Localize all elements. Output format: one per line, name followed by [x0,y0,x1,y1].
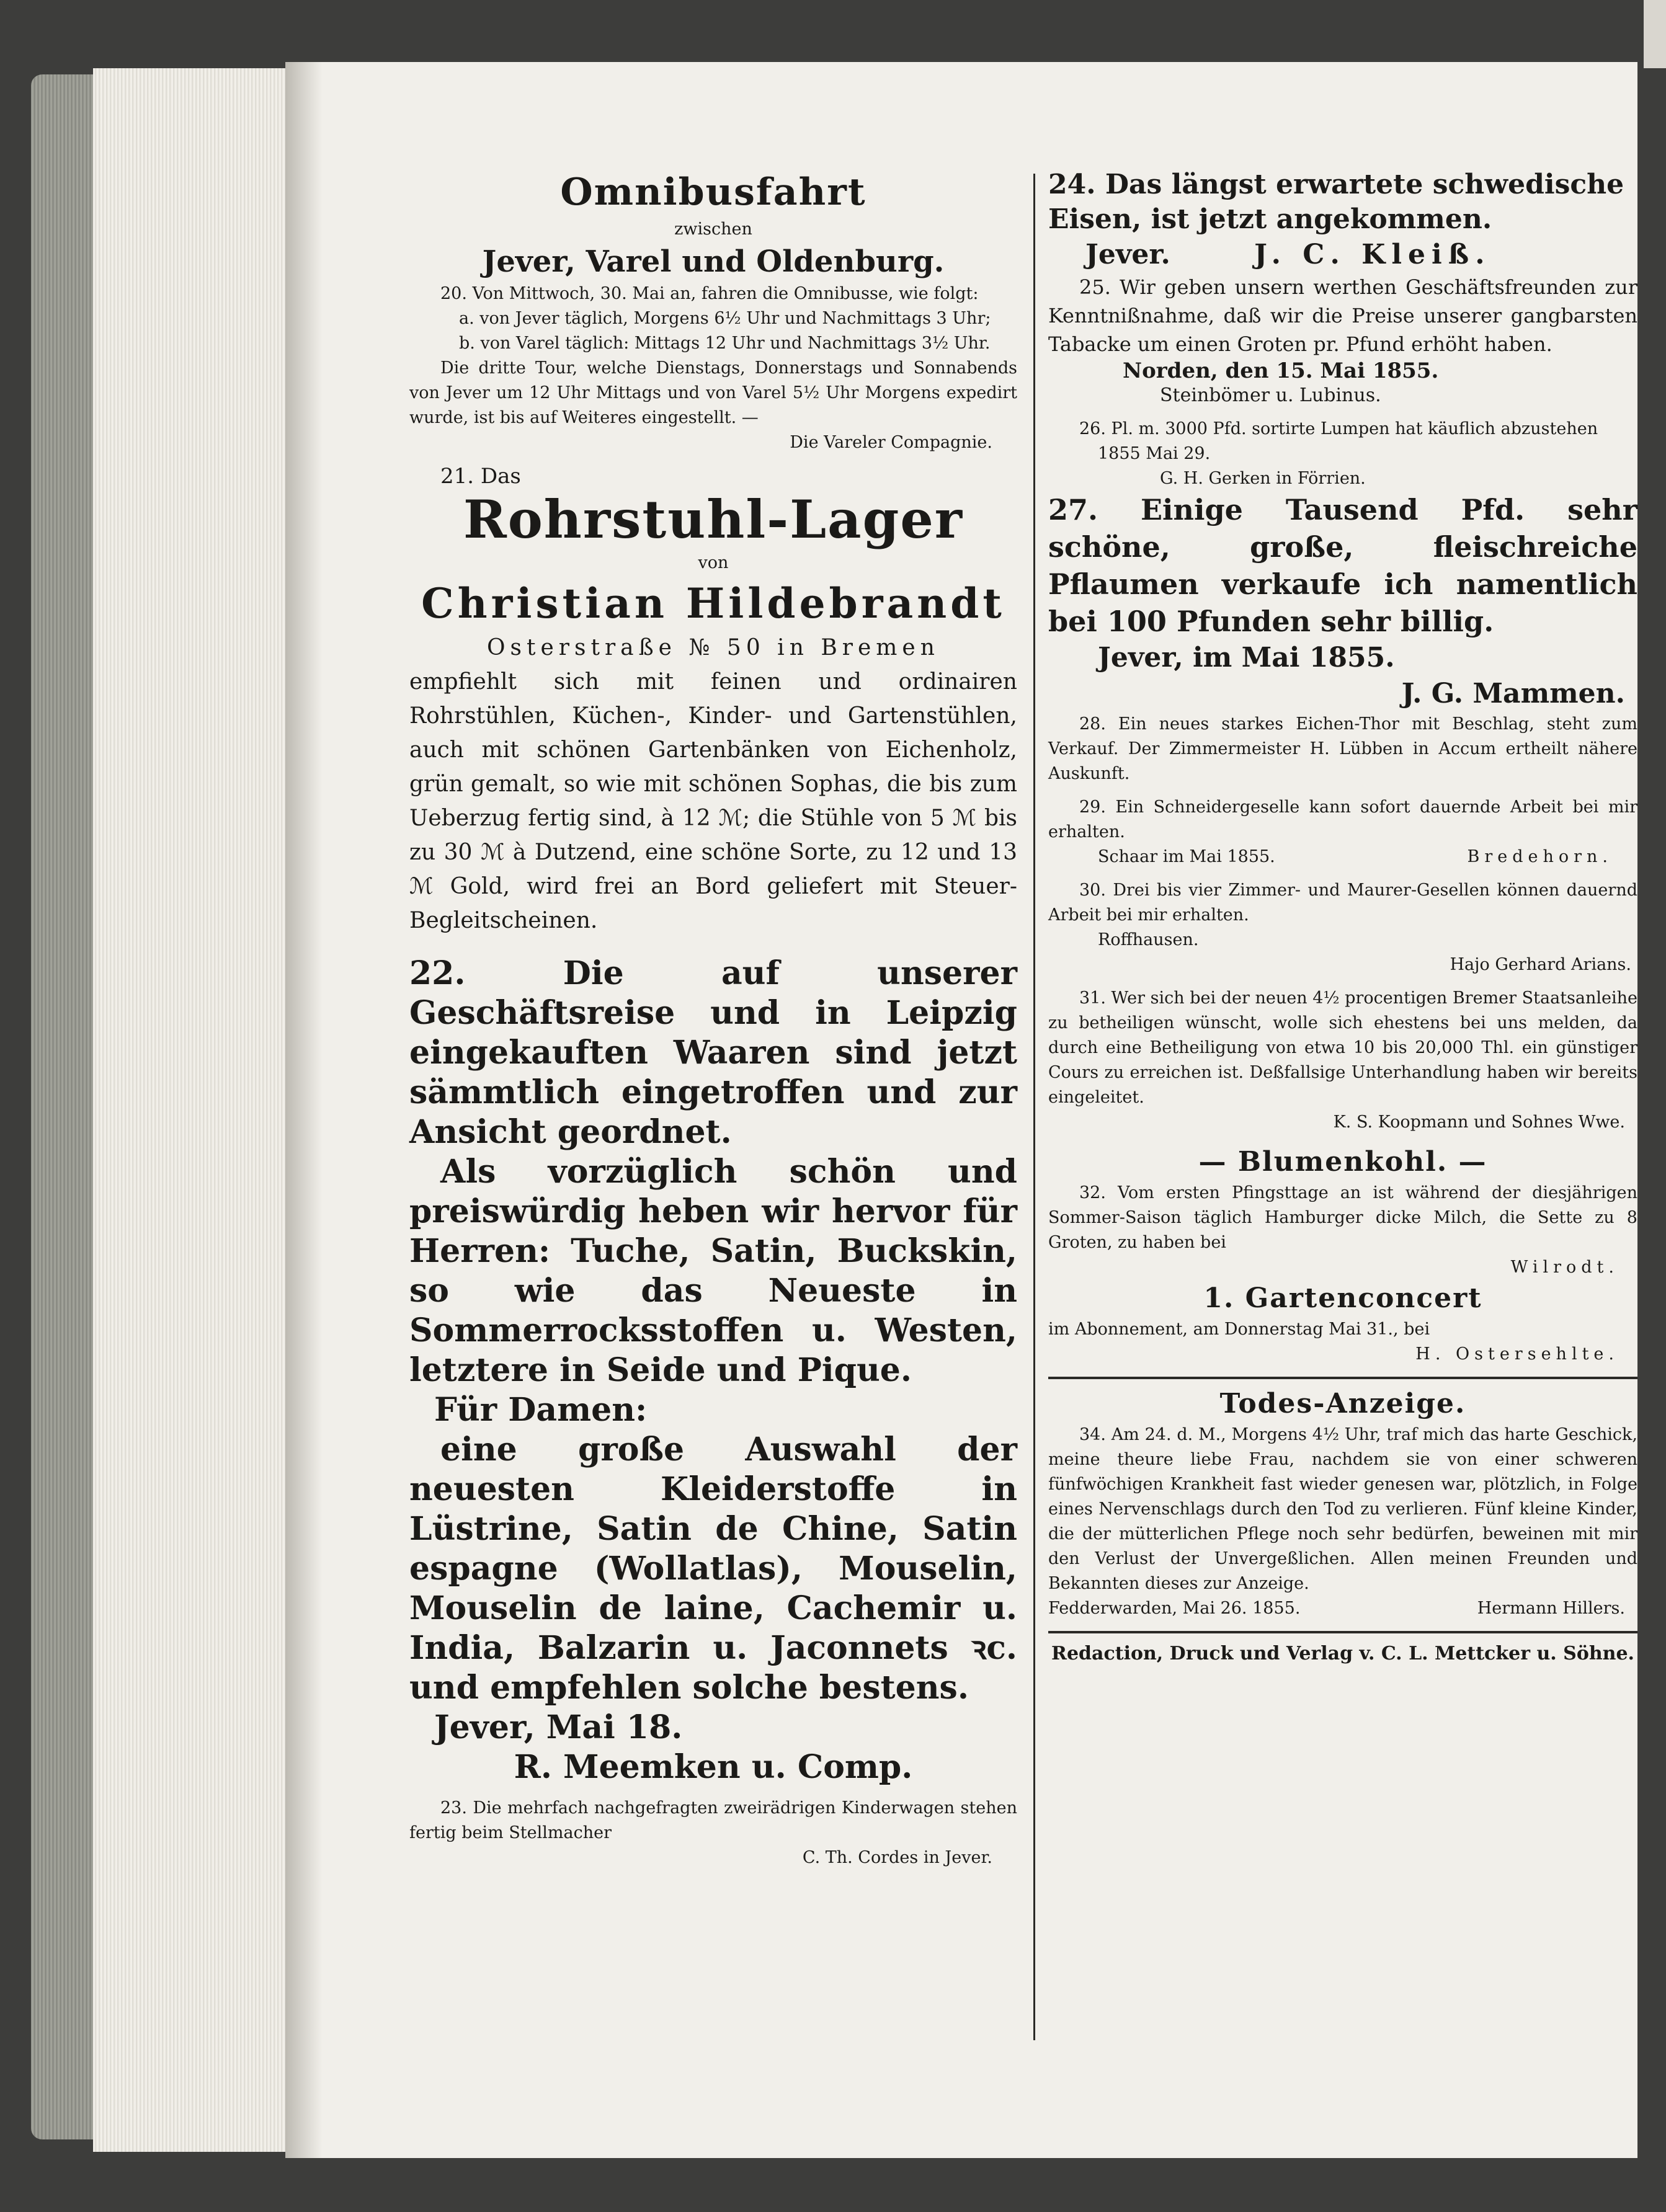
ad-21-body: empfiehlt sich mit feinen und ordinairen Rohrstühlen, Küchen-, Kinder- und Gartenstühlen, auch mit schönen Gartenbänken von Eichenholz, grün gemalt, so wie mit schönen Sophas, die bis zum Ueberzug fertig sind, à 12 ℳ; die Stühle von 5 ℳ bis zu 30 ℳ à Dutzend, eine schöne Sorte, zu 12 und 13 ℳ Gold, wird frei an Bord geliefert mit Steuer-Begleitscheinen. [409,669,1017,933]
ad-31-text: 31. Wer sich bei der neuen 4½ procentigen Bremer Staatsanleihe zu betheiligen wünscht, wolle sich ehestens bei uns melden, da durch eine Betheiligung von etwa 10 bis 20,000 Thl. ein günstiger Cours zu erreichen ist. Deßfallsige Unterhandlung haben wir bereits eingeleitet. [1048,988,1637,1107]
gartenconcert-signature: H. Ostersehlte. [1415,1344,1619,1364]
ad-26-text: 26. Pl. m. 3000 Pfd. sortirte Lumpen hat käuflich abzustehen [1079,419,1598,438]
ad-25-date: Norden, den 15. Mai 1855. [1123,358,1439,383]
page-stack-edges [93,68,298,2152]
ad-32-text: 32. Vom ersten Pfingsttage an ist während der diesjährigen Sommer-Saison täglich Hamburger dicke Milch, die Sette zu 8 Groten, zu haben bei [1048,1183,1637,1252]
right-column [1048,167,1637,1668]
ad-20-third-tour: Die dritte Tour, welche Dienstags, Donnerstags und Sonnabends von Jever um 12 Uhr Mittags und von Varel 5½ Uhr Morgens expedirt wurde, ist bis auf Weiteres eingestellt. — [409,358,1017,427]
ad-29-footer [1048,845,1637,869]
ad-25-text: 25. Wir geben unsern werthen Geschäftsfreunden zur Kenntnißnahme, daß wir die Preise unserer gangbarsten Tabacke um einen Groten pr. Pfund erhöht haben. [1048,275,1637,356]
ad-34-signature: Hermann Hillers. [1477,1599,1625,1618]
ad-22-damen-heading: Für Damen: [434,1391,648,1429]
ad-23-signature: C. Th. Cordes in Jever. [802,1848,992,1867]
gartenconcert-heading: 1. Gartenconcert [1203,1282,1482,1314]
ad-20-text: 20. Von Mittwoch, 30. Mai an, fahren die Omnibusse, wie folgt: [440,284,979,303]
ad-26-date: 1855 Mai 29. [1098,444,1211,463]
ad-24-signature: J. C. Kleiß. [1254,239,1491,270]
ad-20-schedule-b: b. von Varel täglich: Mittags 12 Uhr und Nachmittags 3½ Uhr. [459,334,991,353]
publisher-footer: Redaction, Druck und Verlag v. C. L. Mettcker u. Söhne. [1051,1643,1634,1664]
ad-21-number: 21. Das [440,464,521,489]
ad-20-schedule-a: a. von Jever täglich, Morgens 6½ Uhr und Nachmittags 3 Uhr; [459,309,991,328]
rohrstuhl-lager-heading: Rohrstuhl-Lager [463,489,964,550]
ad-30-signature: Hajo Gerhard Arians. [1450,955,1631,974]
ad-20-signature: Die Vareler Compagnie. [790,433,992,452]
ad-26-signature: G. H. Gerken in Förrien. [1160,469,1366,488]
ad-24-place: Jever. [1085,239,1170,270]
ad-24-footer [1048,237,1637,273]
ad-22-damen: eine große Auswahl der neuesten Kleiderstoffe in Lüstrine, Satin de Chine, Satin espagne (Wollatlas), Mouselin, Mouselin de laine, Cachemir u. India, Balzarin u. Jaconnets ꝛc. und empfehlen solche bestens. [409,1431,1017,1707]
ad-24-text: 24. Das längst erwartete schwedische Eisen, ist jetzt angekommen. [1048,169,1624,235]
scan-corner [1644,0,1666,68]
ad-21-address: Osterstraße № 50 in Bremen [487,635,940,660]
ad-25-signature: Steinbömer u. Lubinus. [1160,384,1381,406]
ad-22-herren: Als vorzüglich schön und preiswürdig heben wir hervor für Herren: Tuche, Satin, Buckskin, so wie das Neueste in Sommerrocksstoffen u. Westen, letztere in Seide und Pique. [409,1153,1017,1389]
blumenkohl-heading: — Blumenkohl. — [1198,1146,1487,1178]
ad-22-signature: R. Meemken u. Comp. [514,1748,913,1786]
left-column [409,167,1017,1870]
page-gutter-shadow [285,62,323,2158]
ad-34-text: 34. Am 24. d. M., Morgens 4½ Uhr, traf mich das harte Geschick, meine theure liebe Frau, nachdem sie von einer schweren fünfwöchigen Krankheit fast wieder genesen war, plötzlich, in Folge eines Nervenschlags durch den Tod zu verlieren. Fünf kleine Kinder, die der mütterlichen Pflege noch sehr bedürfen, beweinen mit mir den Verlust der Unvergeßlichen. Allen meinen Freunden und Bekannten dieses zur Anzeige. [1048,1425,1637,1593]
christian-hildebrandt-heading: Christian Hildebrandt [421,579,1005,628]
ad-34-footer [1048,1596,1637,1621]
todes-anzeige-heading: Todes-Anzeige. [1219,1388,1466,1419]
ad-29-signature: Bredehorn. [1467,847,1613,866]
ad-22-date: Jever, Mai 18. [434,1708,683,1746]
omnibus-heading: Omnibusfahrt [560,171,866,214]
ad-30-text: 30. Drei bis vier Zimmer- und Maurer-Gesellen können dauernd Arbeit bei mir erhalten. [1048,881,1637,925]
ad-32-signature: Wilrodt. [1510,1258,1619,1277]
ad-23-text: 23. Die mehrfach nachgefragten zweirädrigen Kinderwagen stehen fertig beim Stellmacher [409,1798,1017,1842]
ad-29-place: Schaar im Mai 1855. [1098,847,1275,866]
ad-22-intro: 22. Die auf unserer Geschäftsreise und in Leipzig eingekauften Waaren sind jetzt sämmtlich eingetroffen und zur Ansicht geordnet. [409,954,1017,1151]
ad-30-place: Roffhausen. [1098,930,1199,949]
section-rule [1048,1377,1637,1379]
omnibus-route: Jever, Varel und Oldenburg. [482,244,945,279]
ad-34-date: Fedderwarden, Mai 26. 1855. [1048,1599,1301,1618]
ad-21-von: von [698,553,729,572]
ad-28-text: 28. Ein neues starkes Eichen-Thor mit Beschlag, steht zum Verkauf. Der Zimmermeister H. Lübben in Accum ertheilt nähere Auskunft. [1048,714,1637,783]
ad-27-date: Jever, im Mai 1855. [1098,642,1395,673]
column-divider [1033,174,1035,2040]
ad-27-text: 27. Einige Tausend Pfd. sehr schöne, große, fleischreiche Pflaumen verkaufe ich namentlich bei 100 Pfunden sehr billig. [1048,493,1637,638]
ad-29-text: 29. Ein Schneidergeselle kann sofort dauernde Arbeit bei mir erhalten. [1048,797,1637,842]
omnibus-zwischen: zwischen [674,220,752,239]
footer-rule [1048,1631,1637,1633]
ad-27-signature: J. G. Mammen. [1401,678,1625,709]
gartenconcert-text: im Abonnement, am Donnerstag Mai 31., bei [1048,1320,1430,1339]
ad-31-signature: K. S. Koopmann und Sohnes Wwe. [1333,1113,1625,1132]
